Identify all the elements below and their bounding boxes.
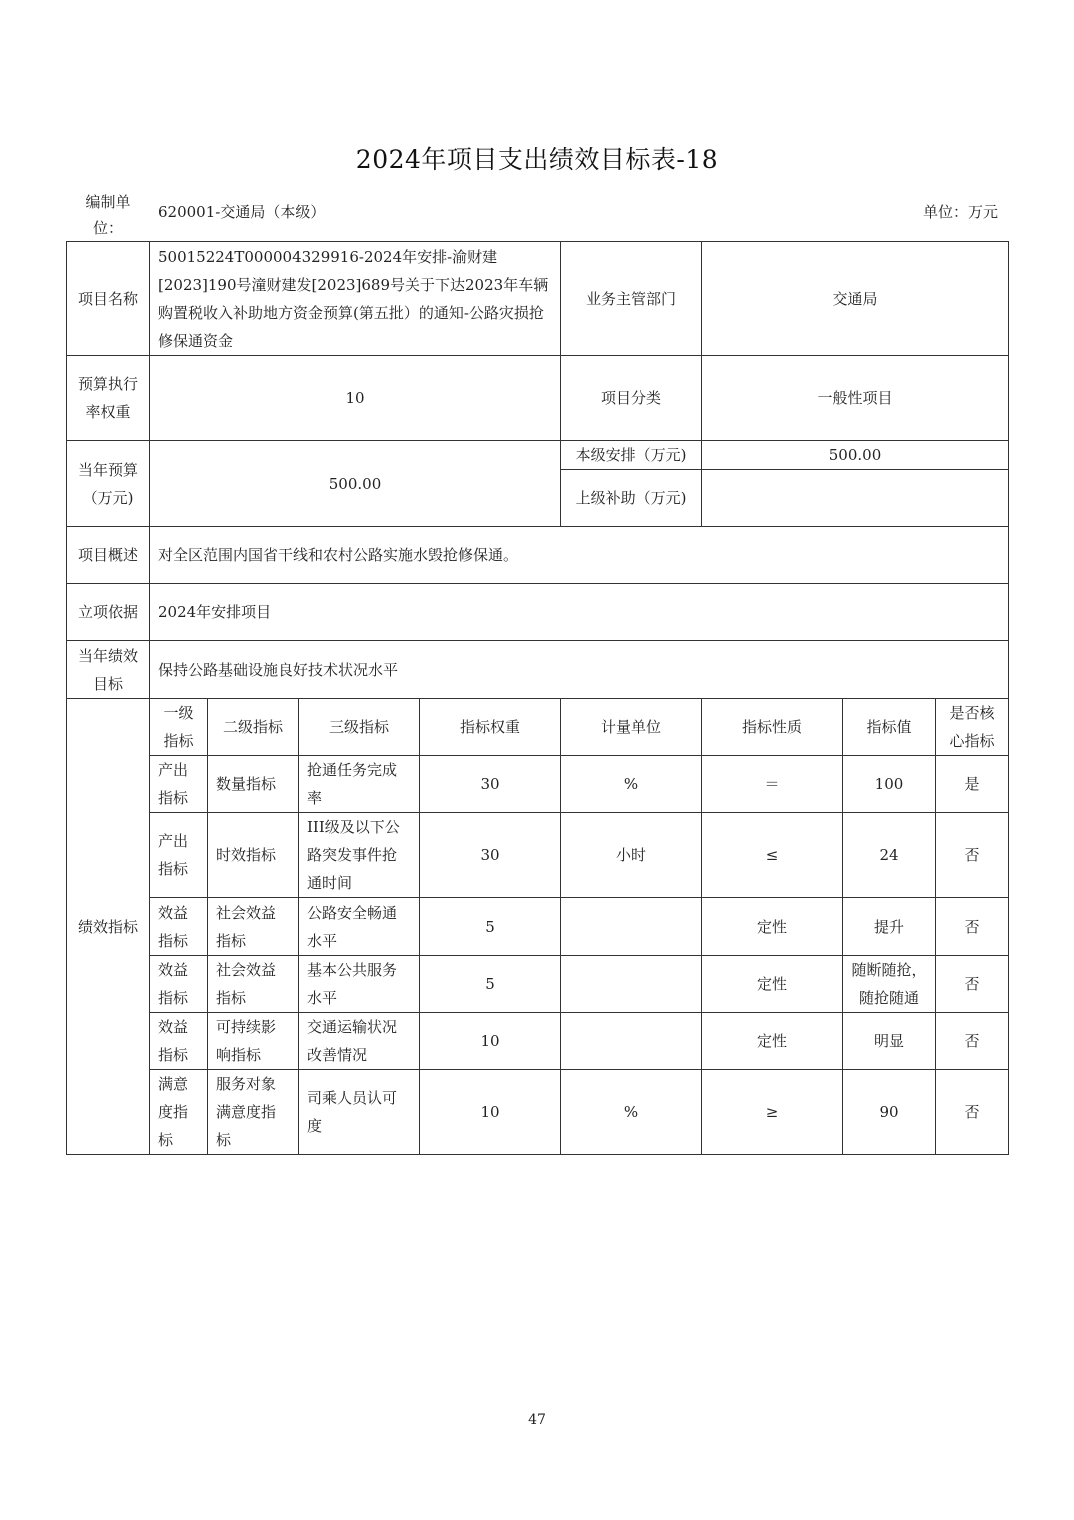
level2-cell: 社会效益指标 (208, 956, 299, 1013)
weight-cell: 5 (420, 956, 561, 1013)
level1-cell: 产出指标 (150, 756, 208, 813)
level3-cell: 基本公共服务水平 (299, 956, 420, 1013)
local-funding-label: 本级安排（万元) (561, 441, 702, 470)
nature-cell: ≥ (702, 1070, 843, 1155)
table-row (67, 956, 1009, 1013)
table-row (67, 813, 1009, 898)
header-cell: 计量单位 (561, 699, 702, 756)
core-cell: 是 (936, 756, 1009, 813)
unit-cell: % (561, 756, 702, 813)
weight-label: 预算执行率权重 (67, 356, 150, 441)
unit-value: 620001-交通局（本级） (158, 203, 326, 221)
level3-cell: 司乘人员认可度 (299, 1070, 420, 1155)
local-funding-value: 500.00 (702, 441, 1009, 470)
basis-label: 立项依据 (67, 584, 150, 641)
level1-cell: 满意度指标 (150, 1070, 208, 1155)
unit-cell (561, 956, 702, 1013)
project-name-label: 项目名称 (67, 242, 150, 356)
goal-label: 当年绩效目标 (67, 641, 150, 699)
value-cell: 随断随抢，随抢随通 (843, 956, 936, 1013)
level3-cell: 交通运输状况改善情况 (299, 1013, 420, 1070)
unit-cell: 小时 (561, 813, 702, 898)
unit-cell (561, 1013, 702, 1070)
page-number: 47 (528, 1412, 546, 1428)
weight-cell: 10 (420, 1070, 561, 1155)
overview-label: 项目概述 (67, 527, 150, 584)
nature-cell: ≤ (702, 813, 843, 898)
nature-cell: 定性 (702, 956, 843, 1013)
value-cell: 明显 (843, 1013, 936, 1070)
core-cell: 否 (936, 1070, 1009, 1155)
weight-cell: 30 (420, 813, 561, 898)
level3-cell: III级及以下公路突发事件抢通时间 (299, 813, 420, 898)
unit-label: 编制单位： (85, 193, 131, 237)
table-row (67, 756, 1009, 813)
weight-cell: 10 (420, 1013, 561, 1070)
level2-cell: 时效指标 (208, 813, 299, 898)
value-cell: 90 (843, 1070, 936, 1155)
level1-cell: 效益指标 (150, 898, 208, 956)
level2-cell: 可持续影响指标 (208, 1013, 299, 1070)
nature-cell: 定性 (702, 898, 843, 956)
project-name: 50015224T000004329916-2024年安排-渝财建[2023]190号潼财建发[2023]689号关于下达2023年车辆购置税收入补助地方资金预算(第五批）的通知-公路灾损抢修保通资金 (150, 242, 561, 356)
header-cell: 是否核心指标 (936, 699, 1009, 756)
budget-value: 500.00 (150, 441, 561, 527)
goal-value: 保持公路基础设施良好技术状况水平 (150, 641, 1009, 699)
level2-cell: 数量指标 (208, 756, 299, 813)
nature-cell: ＝ (702, 756, 843, 813)
currency-unit: 单位：万元 (922, 203, 998, 221)
level2-cell: 服务对象满意度指标 (208, 1070, 299, 1155)
basis-value: 2024年安排项目 (150, 584, 1009, 641)
page-title: 2024年项目支出绩效目标表-18 (355, 145, 719, 174)
unit-cell (561, 898, 702, 956)
level3-cell: 抢通任务完成率 (299, 756, 420, 813)
level1-cell: 效益指标 (150, 1013, 208, 1070)
category-value: 一般性项目 (702, 356, 1009, 441)
value-cell: 100 (843, 756, 936, 813)
core-cell: 否 (936, 813, 1009, 898)
core-cell: 否 (936, 1013, 1009, 1070)
table-row (67, 1070, 1009, 1155)
dept-label: 业务主管部门 (561, 242, 702, 356)
weight-value: 10 (150, 356, 561, 441)
budget-label: 当年预算（万元) (67, 441, 150, 527)
level3-cell: 公路安全畅通水平 (299, 898, 420, 956)
header-cell: 二级指标 (208, 699, 299, 756)
core-cell: 否 (936, 898, 1009, 956)
header-cell: 指标值 (843, 699, 936, 756)
upper-funding-label: 上级补助（万元) (561, 470, 702, 527)
value-cell: 24 (843, 813, 936, 898)
table-row (67, 1013, 1009, 1070)
level1-cell: 产出指标 (150, 813, 208, 898)
level2-cell: 社会效益指标 (208, 898, 299, 956)
overview-value: 对全区范围内国省干线和农村公路实施水毁抢修保通。 (150, 527, 1009, 584)
header-cell: 指标性质 (702, 699, 843, 756)
core-cell: 否 (936, 956, 1009, 1013)
level1-cell: 效益指标 (150, 956, 208, 1013)
upper-funding-value (702, 470, 1009, 527)
table-row (67, 898, 1009, 956)
value-cell: 提升 (843, 898, 936, 956)
indicators-label: 绩效指标 (67, 699, 150, 1155)
nature-cell: 定性 (702, 1013, 843, 1070)
header-cell: 指标权重 (420, 699, 561, 756)
header-cell: 三级指标 (299, 699, 420, 756)
category-label: 项目分类 (561, 356, 702, 441)
unit-cell: % (561, 1070, 702, 1155)
weight-cell: 30 (420, 756, 561, 813)
performance-table (66, 241, 1009, 1155)
weight-cell: 5 (420, 898, 561, 956)
dept-value: 交通局 (702, 242, 1009, 356)
header-cell: 一级指标 (150, 699, 208, 756)
